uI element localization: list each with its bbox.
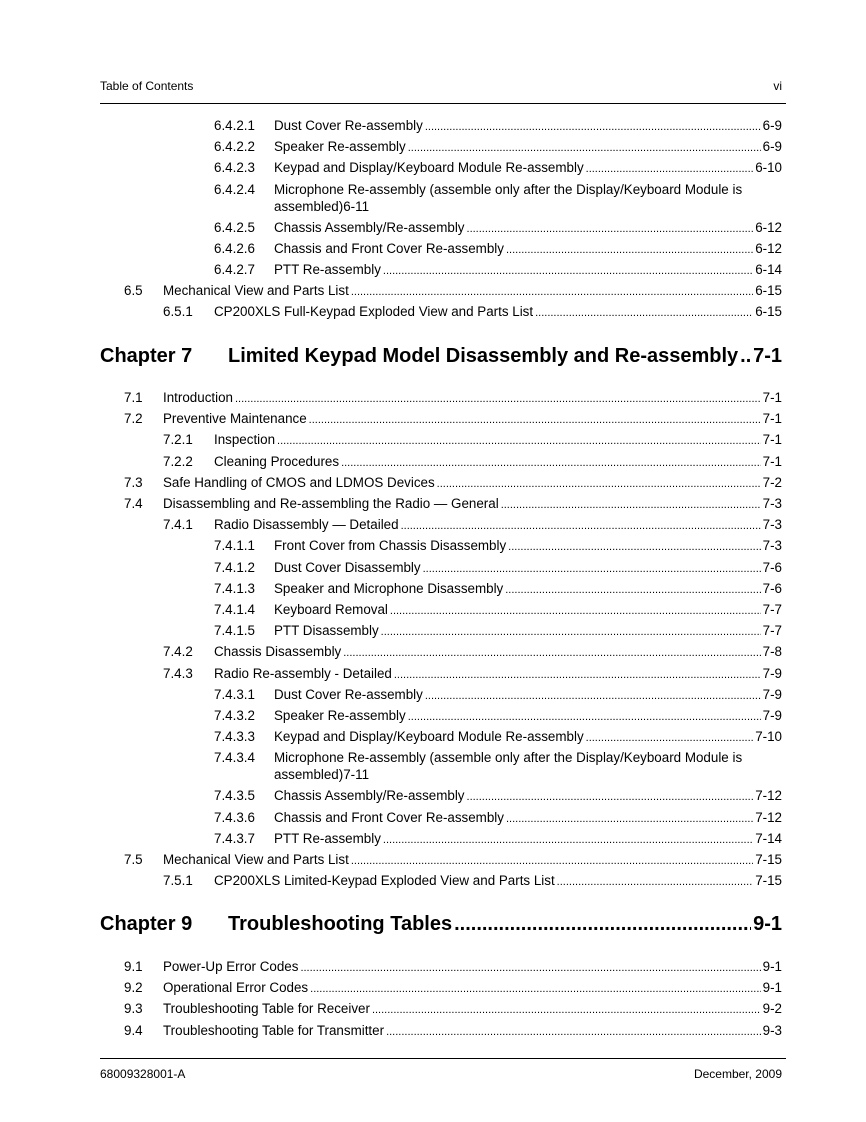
toc-entry-title: Mechanical View and Parts List [163,852,349,867]
toc-entry-page: 7-1 [762,411,782,427]
toc-entry-title: Speaker and Microphone Disassembly [274,580,504,596]
toc-entry-title: Power-Up Error Codes [163,959,299,974]
toc-entry-number: 7.5 [124,852,143,867]
toc-entry-title: Troubleshooting Table for Transmitter [163,1022,385,1038]
dot-leader [372,1002,761,1019]
toc-entry[interactable] [124,979,782,996]
dot-leader [506,242,753,259]
toc-entry-number: 6.4.2.3 [214,160,255,176]
toc-entry[interactable] [214,622,782,639]
toc-entry[interactable] [214,830,782,847]
dot-leader [501,497,761,514]
toc-entry-page: 7-6 [762,580,782,596]
toc-entry-number: 6.4.2.4 [214,181,255,197]
toc-entry-title: Troubleshooting Table for Receiver [163,1001,370,1017]
toc-entry-page: 7-12 [755,788,782,804]
toc-entry-page: 6-14 [755,262,782,277]
toc-entry[interactable] [163,453,782,470]
dot-leader [300,960,760,977]
dot-leader [277,433,761,450]
chapter-title: Troubleshooting Tables [228,913,453,935]
toc-entry-number: 7.4.1.2 [214,559,255,575]
toc-entry-number: 7.4.3.4 [214,750,255,766]
toc-entry[interactable] [124,495,782,512]
toc-entry-page: 7-7 [762,623,782,639]
toc-entry-title: Microphone Re-assembly (assemble only after the Display/Keyboard Module is [274,181,743,197]
toc-entry-title: Chassis Disassembly [214,644,342,660]
toc-entry[interactable] [124,389,782,406]
toc-entry[interactable] [124,1022,782,1039]
toc-entry-page: 7-14 [755,830,782,846]
toc-entry-title: Chassis Assembly/Re-assembly [274,219,465,235]
toc-entry-number: 7.1 [124,390,143,405]
toc-entry[interactable] [214,559,782,576]
toc-entry-number: 6.4.2.6 [214,240,255,256]
toc-entry[interactable] [214,159,782,176]
toc-entry-page: 7-3 [762,496,782,511]
dot-leader [408,709,761,726]
toc-entry-title: Chassis Assembly/Re-assembly [274,788,465,804]
toc-entry-number: 9.4 [124,1022,143,1038]
toc-entry-title: CP200XLS Full-Keypad Exploded View and Parts List [214,304,534,320]
document-number: 68009328001-A [100,1067,186,1081]
dot-leader [467,789,754,806]
dot-leader [454,912,751,936]
toc-entry-number: 7.5.1 [163,873,193,889]
dot-leader [309,412,761,429]
dot-leader [437,476,761,493]
toc-entry-number: 7.4.1.3 [214,580,255,596]
toc-entry-title: PTT Disassembly [274,623,379,639]
dot-leader [408,140,761,157]
toc-entry-number: 7.2 [124,411,143,427]
toc-entry[interactable] [124,1000,782,1017]
toc-entry-number: 7.4.3.2 [214,708,255,723]
toc-entry[interactable] [163,872,782,889]
toc-entry[interactable] [214,728,782,745]
toc-entry-title: Speaker Re-assembly [274,139,406,155]
toc-entry-number: 7.4.1 [163,517,193,533]
toc-entry-number: 7.4.2 [163,644,193,660]
toc-entry-number: 6.4.2.1 [214,118,255,133]
toc-entry-number: 7.2.2 [163,453,193,469]
dot-leader [425,688,761,705]
dot-leader [425,119,761,136]
toc-entry[interactable] [214,580,782,597]
toc-entry-title: Operational Error Codes [163,980,309,996]
dot-leader [351,284,753,301]
toc-entry[interactable] [214,219,782,236]
toc-entry-title: Cleaning Procedures [214,453,340,469]
toc-entry[interactable] [214,261,782,278]
toc-entry[interactable] [163,303,782,320]
toc-entry[interactable] [214,601,782,618]
toc-entry-title: CP200XLS Limited-Keypad Exploded View and Parts List [214,873,555,889]
toc-entry-title: Safe Handling of CMOS and LDMOS Devices [163,474,435,490]
toc-entry[interactable] [124,958,782,975]
toc-entry-page: 6-9 [762,139,782,155]
toc-entry-number: 7.4.3.1 [214,686,255,702]
toc-entry-page: 9-2 [762,1001,782,1017]
toc-entry[interactable] [214,787,782,804]
dot-leader [506,811,753,828]
toc-entry-page: 7-1 [762,432,782,448]
toc-entry-page: 7-10 [755,729,782,745]
dot-leader [343,645,760,662]
toc-entry-title: Microphone Re-assembly (assemble only after the Display/Keyboard Module is [274,750,743,766]
toc-entry-number: 6.5.1 [163,304,193,320]
dot-leader [586,730,754,747]
toc-entry-page: 6-15 [755,283,782,299]
toc-entry[interactable] [214,707,782,724]
toc-entry-title: PTT Re-assembly [274,830,381,846]
toc-entry[interactable] [214,138,782,155]
toc-entry-number: 7.4.1.5 [214,623,255,639]
toc-entry[interactable] [163,665,782,682]
toc-entry-title: Radio Disassembly — Detailed [214,517,399,533]
chapter-label: Chapter 7 [100,345,193,367]
toc-entry[interactable] [214,749,782,783]
toc-entry-number: 9.2 [124,980,143,996]
toc-entry[interactable] [124,474,782,491]
toc-entry-page: 7-3 [762,538,782,554]
dot-leader [557,874,754,891]
toc-entry-page: 7-15 [755,852,782,867]
toc-entry-page: 7-3 [762,517,782,533]
toc-entry[interactable] [214,240,782,257]
dot-leader [310,981,761,998]
toc-entry-title: Radio Re-assembly - Detailed [214,665,392,681]
toc-entry-page: 7-9 [762,708,782,723]
dot-leader [235,391,761,408]
toc-entry-title-continued: assembled)7-11 [274,767,370,783]
toc-entry[interactable] [163,431,782,448]
toc-entry-number: 7.4 [124,496,143,511]
dot-leader [394,667,761,684]
toc-entry-page: 7-12 [755,809,782,825]
toc-entry-page: 9-1 [762,980,782,996]
toc-entry-number: 9.1 [124,959,143,974]
dot-leader [351,853,753,870]
toc-entry[interactable] [214,686,782,703]
dot-leader [341,455,761,472]
toc-entry[interactable] [214,181,782,215]
toc-entry-number: 7.4.1.1 [214,538,255,554]
toc-entry-title: Chassis and Front Cover Re-assembly [274,809,504,825]
page-header [100,79,782,95]
toc-entry-title: Keypad and Display/Keyboard Module Re-assembly [274,160,584,176]
toc-entry-number: 7.4.3.3 [214,729,255,745]
header-section-title: Table of Contents [100,79,194,93]
toc-entry[interactable] [124,851,782,868]
toc-entry[interactable] [214,537,782,554]
toc-entry[interactable] [163,643,782,660]
toc-entry-page: 6-15 [755,304,782,320]
chapter-label: Chapter 9 [100,913,193,935]
document-date: December, 2009 [693,1067,782,1081]
toc-entry[interactable] [214,809,782,826]
toc-entry-title: Inspection [214,432,276,448]
toc-entry-number: 7.2.1 [163,432,193,448]
chapter-page: 7-1 [753,345,782,367]
toc-entry-number: 6.4.2.7 [214,262,255,277]
toc-entry-number: 6.4.2.5 [214,219,255,235]
dot-leader [386,1024,761,1041]
toc-entry[interactable] [214,117,782,134]
dot-leader [381,624,761,641]
toc-entry-title: Keypad and Display/Keyboard Module Re-assembly [274,729,584,745]
header-rule [100,103,786,104]
dot-leader [467,221,754,238]
toc-entry-title: Dust Cover Disassembly [274,559,421,575]
toc-entry-title: Preventive Maintenance [163,411,307,427]
toc-entry-title: PTT Re-assembly [274,262,381,277]
toc-entry-number: 7.4.3 [163,665,193,681]
header-page-number: vi [773,79,782,93]
toc-entry-title: Dust Cover Re-assembly [274,686,423,702]
toc-entry-title: Chassis and Front Cover Re-assembly [274,240,504,256]
dot-leader [383,832,753,849]
toc-entry-page: 6-9 [762,118,782,133]
toc-entry-page: 7-15 [755,873,782,889]
toc-entry[interactable] [163,516,782,533]
toc-entry-number: 7.4.3.5 [214,788,255,804]
chapter-title: Limited Keypad Model Disassembly and Re-assembly [228,345,739,367]
dot-leader [740,344,751,368]
dot-leader [586,161,754,178]
toc-entry-title: Dust Cover Re-assembly [274,118,423,133]
toc-entry-number: 6.5 [124,283,143,299]
toc-entry-title: Speaker Re-assembly [274,708,406,723]
dot-leader [535,305,753,322]
dot-leader [508,539,760,556]
toc-entry-page: 7-9 [762,686,782,702]
toc-entry-title: Disassembling and Re-assembling the Radio — General [163,496,499,511]
toc-entry-page: 7-8 [762,644,782,660]
toc-entry-number: 9.3 [124,1001,143,1017]
toc-entry-page: 7-6 [762,559,782,575]
toc-entry-number: 7.3 [124,474,143,490]
toc-entry-number: 7.4.3.7 [214,830,255,846]
toc-entry-title: Mechanical View and Parts List [163,283,349,299]
toc-entry[interactable] [124,410,782,427]
toc-entry-page: 6-10 [755,160,782,176]
toc-entry-page: 7-1 [762,453,782,469]
page-footer [100,1067,782,1083]
toc-entry-title: Keyboard Removal [274,602,388,617]
toc-entry-title: Introduction [163,390,233,405]
footer-rule [100,1058,786,1059]
toc-entry-number: 7.4.3.6 [214,809,255,825]
toc-entry-page: 6-12 [755,219,782,235]
dot-leader [383,263,753,280]
toc-entry-page: 9-1 [762,959,782,974]
toc-entry-page: 7-7 [762,602,782,617]
dot-leader [505,582,760,599]
dot-leader [401,518,761,535]
toc-entry-number: 6.4.2.2 [214,139,255,155]
toc-entry[interactable] [124,282,782,299]
toc-entry-title: Front Cover from Chassis Disassembly [274,538,507,554]
dot-leader [390,603,761,620]
chapter-page: 9-1 [753,913,782,935]
toc-entry-page: 7-1 [762,390,782,405]
toc-entry-page: 9-3 [762,1022,782,1038]
toc-entry-title-continued: assembled)6-11 [274,198,370,214]
toc-entry-page: 7-2 [762,474,782,490]
dot-leader [423,561,761,578]
toc-entry-page: 6-12 [755,240,782,256]
toc-entry-page: 7-9 [762,665,782,681]
toc-entry-number: 7.4.1.4 [214,602,255,617]
